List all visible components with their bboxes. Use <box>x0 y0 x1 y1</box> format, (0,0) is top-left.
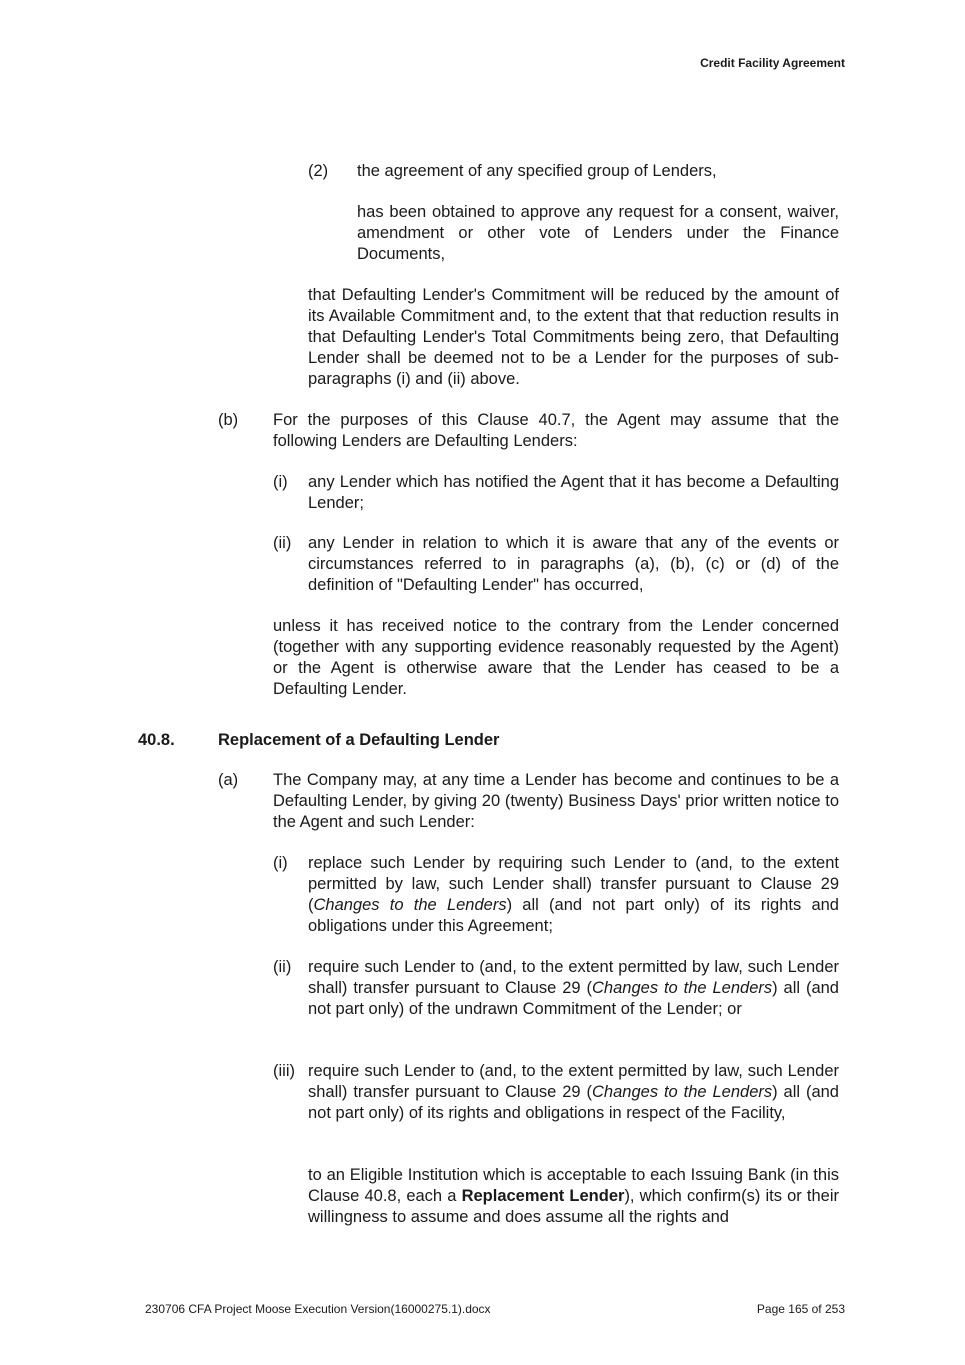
paragraph: unless it has received notice to the contrary from the Lender concerned (together with any supporting evidence reasonably requested by the Agent) or the Agent is otherwise aware that the Lender has ceased to be a Defaulting Lender. <box>273 617 839 698</box>
item-label: (ii) <box>273 534 292 552</box>
item-text: any Lender in relation to which it is aware that any of the events or circumstances referred to in paragraphs (a), (b), (c) or (d) of the definition of "Defaulting Lender" has occurred, <box>308 534 839 594</box>
item-label: (ii) <box>273 958 292 976</box>
item-text: The Company may, at any time a Lender has become and continues to be a Defaulting Lender, by giving 20 (twenty) Business Days' prior written notice to the Agent and such Lender: <box>273 771 839 831</box>
paragraph: that Defaulting Lender's Commitment will be reduced by the amount of its Available Commitment and, to the extent that that reduction results in that Defaulting Lender's Total Commitments being zero, that Defaulting Lender shall be deemed not to be a Lender for the purposes of sub-paragraphs (i) and (ii) above. <box>308 286 839 388</box>
item-label: (2) <box>308 162 329 180</box>
item-label: (a) <box>218 771 239 789</box>
item-label: (i) <box>273 854 288 872</box>
item-text: any Lender which has notified the Agent that it has become a Defaulting Lender; <box>308 473 839 512</box>
item-text: replace such Lender by requiring such Lender to (and, to the extent permitted by law, such Lender shall) transfer pursuant to Clause 29 (Changes to the Lenders) all (and not part only) of its rights and obligations under this Agreement; <box>308 854 839 935</box>
item-text: the agreement of any specified group of Lenders, <box>357 162 717 180</box>
item-label: (iii) <box>273 1062 295 1080</box>
paragraph: to an Eligible Institution which is acceptable to each Issuing Bank (in this Clause 40.8, each a Replacement Lender), which confirm(s) its or their willingness to assume and does assume all the rights and <box>308 1166 839 1226</box>
item-text: require such Lender to (and, to the extent permitted by law, such Lender shall) transfer pursuant to Clause 29 (Changes to the Lenders) all (and not part only) of the undrawn Commitment of the Lender; or <box>308 958 839 1018</box>
footer-filename: 230706 CFA Project Moose Execution Version(16000275.1).docx <box>145 1302 491 1316</box>
item-text: require such Lender to (and, to the extent permitted by law, such Lender shall) transfer pursuant to Clause 29 (Changes to the Lenders) all (and not part only) of its rights and obligations in respect of the Facility, <box>308 1062 839 1122</box>
section-title: Replacement of a Defaulting Lender <box>218 731 500 749</box>
page-number: Page 165 of 253 <box>756 1302 845 1316</box>
item-label: (i) <box>273 473 288 491</box>
item-text: For the purposes of this Clause 40.7, the Agent may assume that the following Lenders are Defaulting Lenders: <box>273 411 839 450</box>
item-label: (b) <box>218 411 239 429</box>
paragraph: has been obtained to approve any request for a consent, waiver, amendment or other vote of Lenders under the Finance Documents, <box>357 203 839 263</box>
section-number: 40.8. <box>138 731 175 749</box>
running-header: Credit Facility Agreement <box>700 56 845 70</box>
